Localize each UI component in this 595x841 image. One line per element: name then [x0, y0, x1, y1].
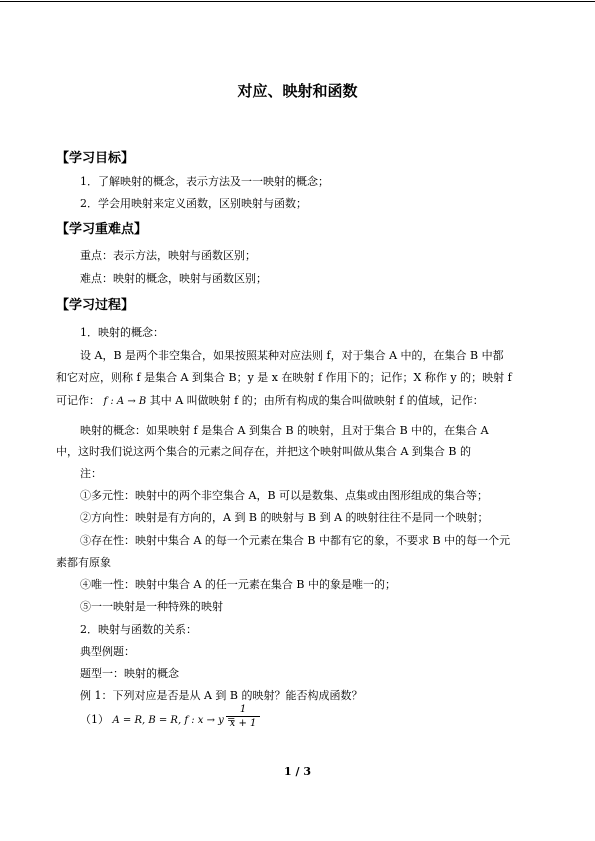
fraction [226, 704, 260, 729]
process-line: ①多元性：映射中的两个非空集合 A，B 可以是数集、点集或由图形组成的集合等； [80, 489, 489, 502]
example-formula-line [80, 713, 235, 728]
keypoints-heading: 【学习重难点】 [56, 222, 148, 237]
page-number: 1 / 3 [284, 765, 311, 778]
process-line: ③存在性：映射中集合 A 的每一个元素在集合 B 中都有它的象，不要求 B 中的每一个元 [80, 534, 511, 547]
process-line: 2．映射与函数的关系： [80, 623, 197, 636]
process-line: 典型例题： [80, 645, 135, 658]
process-line: 例 1：下列对应是否是从 A 到 B 的映射？能否构成函数？ [80, 689, 363, 702]
example-formula: A = R, B = R, f : x → y = [112, 715, 236, 726]
process-heading: 【学习过程】 [56, 298, 135, 313]
process-line: 和它对应，则称 f 是集合 A 到集合 B；y 是 x 在映射 f 作用下的；记作；X 称作 y 的；映射 f [56, 371, 512, 384]
process-line: 素都有原象 [56, 556, 111, 569]
process-line: 映射的概念：如果映射 f 是集合 A 到集合 B 的映射，且对于集合 B 中的，在集合 A [80, 424, 489, 437]
process-line: 注： [80, 467, 102, 480]
process-line: 1．映射的概念： [80, 326, 164, 339]
keypoint-item: 难点：映射的概念，映射与函数区别； [80, 272, 267, 285]
process-line-prefix: 可记作： [56, 394, 100, 407]
fraction-numerator: 1 [239, 704, 247, 715]
process-line [56, 394, 484, 409]
process-line: ④唯一性：映射中集合 A 的任一元素在集合 B 中的象是唯一的； [80, 578, 397, 591]
goal-item: 1．了解映射的概念，表示方法及一一映射的概念； [80, 175, 329, 188]
goals-heading: 【学习目标】 [56, 151, 135, 166]
fraction-denominator: x + 1 [229, 718, 257, 729]
process-line: ②方向性：映射是有方向的，A 到 B 的映射与 B 到 A 的映射往往不是同一个映射； [80, 511, 489, 524]
mapping-notation: f : A → B [103, 396, 147, 407]
process-line: 题型一：映射的概念 [80, 667, 179, 680]
top-border-line [0, 1, 595, 2]
keypoint-item: 重点：表示方法，映射与函数区别； [80, 249, 256, 262]
example-number: （1） [80, 713, 109, 726]
page-title: 对应、映射和函数 [237, 82, 358, 100]
process-line: 设 A，B 是两个非空集合，如果按照某种对应法则 f，对于集合 A 中的，在集合 B 中都 [80, 349, 504, 362]
process-line: 中，这时我们说这两个集合的元素之间存在，并把这个映射叫做从集合 A 到集合 B 的 [56, 445, 472, 458]
process-line-suffix: 其中 A 叫做映射 f 的；由所有构成的集合叫做映射 f 的值域，记作： [149, 394, 484, 407]
process-line: ⑤一一映射是一种特殊的映射 [80, 600, 223, 613]
fraction-bar [226, 716, 260, 717]
goal-item: 2．学会用映射来定义函数，区别映射与函数； [80, 197, 307, 210]
